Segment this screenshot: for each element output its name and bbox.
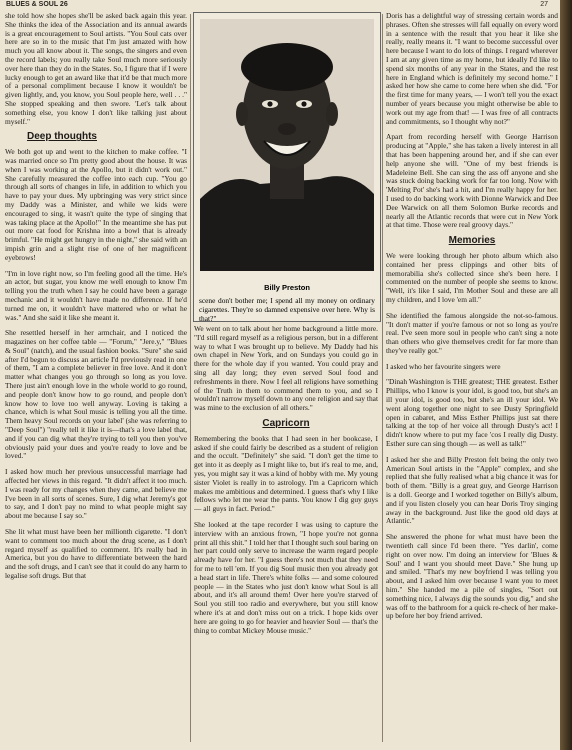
photo-frame [193, 12, 381, 322]
column-right [386, 12, 558, 744]
portrait-photo [200, 19, 374, 271]
paragraph: she told how she hopes she'll be asked back again this year. She thinks the idea of the Association and its annual awards is a great encouragement to Soul artists. "You Soul cats over here are so in to the music that I'm just amazed with how much you all know about it. The songs, the singers and even the record labels; you really take Soul much more seriously over here than they do in the States. So, I figure that if I were lucky enough to get an award like that it'd be that much more of a personal compliment because I know it wouldn't be given lightly, and, you know, you Soul people here, well . . ." She stopped speaking and then swore. 'Let's talk about something else, you know I don't like talking just about myself." [5, 12, 187, 126]
paragraph: She resettled herself in her armchair, and I noticed the magazines on her coffee table — "Forum," "Jere.y," "Blues & Soul" (natch), and the usual fashion books. "Sure" she said after I'd begun to discuss an article I'd previously read in one of them, "I am a complete believer in free love. And it don't matter what changes you go through so long as you love. There just ain't enough love in the whole world to go round, and people don't know how to go round, and people don't know how to love too well anyway. Loving is taking a chance, which is what Soul music is telling you all the time. Them heavy Soul records on your label' (she was referring to "Deep Soul") "really tell it like it is—that's a love label that, and if you can dig what they're trying to tell you then you've obviously paid your dues and you're ready to love and be loved." [5, 328, 187, 461]
subheading-memories: Memories [448, 235, 496, 247]
paragraph: Remembering the books that I had seen in her bookcase, I asked if she could fairly be described as a student of religion and the occult. "Definitely" she said. "I don't get the time to get into it as deeply as I might like to, but it's real to me, and, yes, you might say it was a kind of hobby with me. My young sister Violet is really in to astrology. I'm a Capricorn which makes me ambitious and determined. I guess that's why I like fellows who let me wear the pants. You know I dig guy guys — all guys in fact. Period." [194, 433, 378, 514]
column-left [5, 12, 187, 744]
paragraph: Doris has a delightful way of stressing certain words and phrases. Often she stresses will fall equally on every word in a sentence with the result that you hear it like she really, really means it. "I want to become successful over here because I want to do lots of things. I regard wherever I am at any given time as my home, but ideally I'd like to spend six months of any year in the States, and the rest here in England which is definitely my second home." I asked her how she came to come here when she did. "For the first time for many years, — I won't tell you the exact number of years because you might otherwise be able to work out my age from that! — I was free of all contracts and commitments, so I thought why not?" [386, 12, 558, 126]
paragraph: She identified the famous alongside the not-so-famous. "It don't matter if you're famous or not so long as you're real. I've seen more soul in people who can't sing a note than others who give themselves credit for far more than they've really got." [386, 310, 558, 355]
paragraph: "Dinah Washington is THE greatest; THE greatest. Esther Phillips, who I know is your idol, is good too, but she's an ill your idol, is good too, but she's an ill your idol. We went along together one night to see Dusty Springfield open in cabaret, and Miss Esther Phillips just sat there talking at the top of her voice all through Dusty's act! I didn't know where to put my face 'cos I really dig Dusty. Esther sure can sing though — as well as talk!" [386, 377, 558, 449]
paragraph: I asked who her favourite singers were [386, 361, 501, 371]
page-edge [560, 0, 572, 750]
subheading-deep-thoughts: Deep thoughts [27, 131, 97, 143]
paragraph: She looked at the tape recorder I was using to capture the interview with an anxious frown, "I hope you're not gonna print all this shit." I told her that I thought such soul baring on her part could only serve to increase the warm regard people already have for her. "I guess there's not much that they need for me to tell 'em. If you dig Soul music then you already got a head start in life. There's white folks — and some coloured people — in the States who just don't know what Soul is all about, and it's all around them! Over here you're starved of Soul you still too radio and everywhere, but you still know where it's at and don't miss out on a trick. I hope kids over here are going to go for heavier and heavier Soul — that's the thing to combat Mickey Mouse music." [194, 519, 378, 635]
column-center-top: scene don't bother me; I spend all my money on ordinary cigarettes. They're so damned expensive over here. Why is that?" [199, 296, 375, 323]
page-header [4, 0, 552, 10]
column-rule [190, 14, 191, 742]
paragraph: She lit what must have been her millionth cigarette. "I don't want to comment too much about the drug scene, as I don't regard myself as qualified to comment. It's really bad in America, but you do have to differentiate between the hard and the soft drugs, and I can't see that it could do any harm to legalise soft drugs. But that [5, 527, 187, 581]
subheading-capricorn: Capricorn [262, 417, 310, 429]
paragraph: Apart from recording herself with George Harrison producing at "Apple," she has taken a lively interest in all that has been happening around her, and if she can ever help anyone she will. "One of my best friends is Madeleine Bell. She can sing the ass off anyone and she was stuck doing backing work for far too long. Now with 'Melting Pot' she's had a hit, and I'm really happy for her. I used to do backing work with Dionne Warwick and Dee Dee Warwick on all them Solomon Burke records and nearly all the Atlantic records that were cut in New York at that time. Those were real groovy days." [386, 132, 558, 230]
paragraph: We went on to talk about her home background a little more. "I'd still regard myself as a religious person, but in a different way to what I was brought up to believe. My Daddy had his own chapel in New York, and on Sundays you could go in there for the whole day if you wanted. You could pray and sing all day long; they even served Soul food and refreshments in there. Now I feel all religions have something of the Truth in them to commend them to you, and so I wouldn't narrow myself down to any one religion and say that was mine to the exclusion of all others." [194, 325, 378, 413]
running-head: BLUES & SOUL 26 [6, 1, 68, 8]
column-rule [382, 14, 383, 742]
paragraph: I asked how much her previous unsuccessful marriage had affected her views in this regard. "It didn't affect it too much. I was ready for my changes when they came, and believe me I've been in all sorts of scenes. Sure, I dig what Jeremy's got to say, and I don't pay no mind to what people might say about me because I say so." [5, 467, 187, 521]
paragraph: "I'm in love right now, so I'm feeling good all the time. He's an actor, but sugar, you know me well enough to know I'm telling you the truth when I say he could have been a garage mechanic and it wouldn't have made no difference. If he'd turned me on, it wouldn't have mattered who or what he was." And she said it like she meant it. [5, 268, 187, 322]
paragraph: We both got up and went to the kitchen to make coffee. "I was married once so I'm pretty good about the house. It was when I was working at the Apollo, but it didn't work out." She carefully measured the coffee into each cup. "You go through all sorts of changes in life, in addition to which you have to pay your dues. My upbringing was very strict since my Daddy was a Minister, and while we kids were encouraged to sing, it wasn't quite the type of singing that was taking place at the Apollo!" In the meantime she has put out more cat food for Krishna into a bowl that is already brimful. "He might get hungry in the night," she said with an impish grin and a slight rise of one of her magnificent eyebrows! [5, 147, 187, 262]
portrait-illustration [200, 19, 374, 271]
paragraph: I asked her she and Billy Preston felt being the only two American Soul artists in the "Apple" complex, and she replied that she fully realised what a big chance it was for both of them. "Billy is a great guy, and George Harrison is a doll. George and I worked together on Billy's album, and if you listen closely you can hear Doris Troy singing away in the background. Just like the good old days at Atlantic." [386, 454, 558, 526]
paragraph: We were looking through her photo album which also contained her press clippings and other bits of memorabilia she's collected since she's been here. I commented on the number of people she seems to know. "Well, it's like I said, I'm Mother Soul and these are all my children, and I love 'em all." [386, 250, 558, 304]
page-number: 27 [540, 1, 548, 8]
column-center [194, 325, 378, 744]
paragraph: She answered the phone for what must have been the twentieth call since I'd been there. "Yes darlin', come right on over now. I'm doing an interview for 'Blues & Soul' and I want you should meet Dave." She hung up and smiled. "That's my new boyfriend I was telling you about, and I asked him over because I want you to meet him." She handed me a pile of singles, "Sort out something nice, I always dig the sounds you dig," and she was off to the bathroom for a quick re-check of her make-up before her boy friend arrived. [386, 532, 558, 621]
photo-caption: Billy Preston [264, 283, 310, 292]
